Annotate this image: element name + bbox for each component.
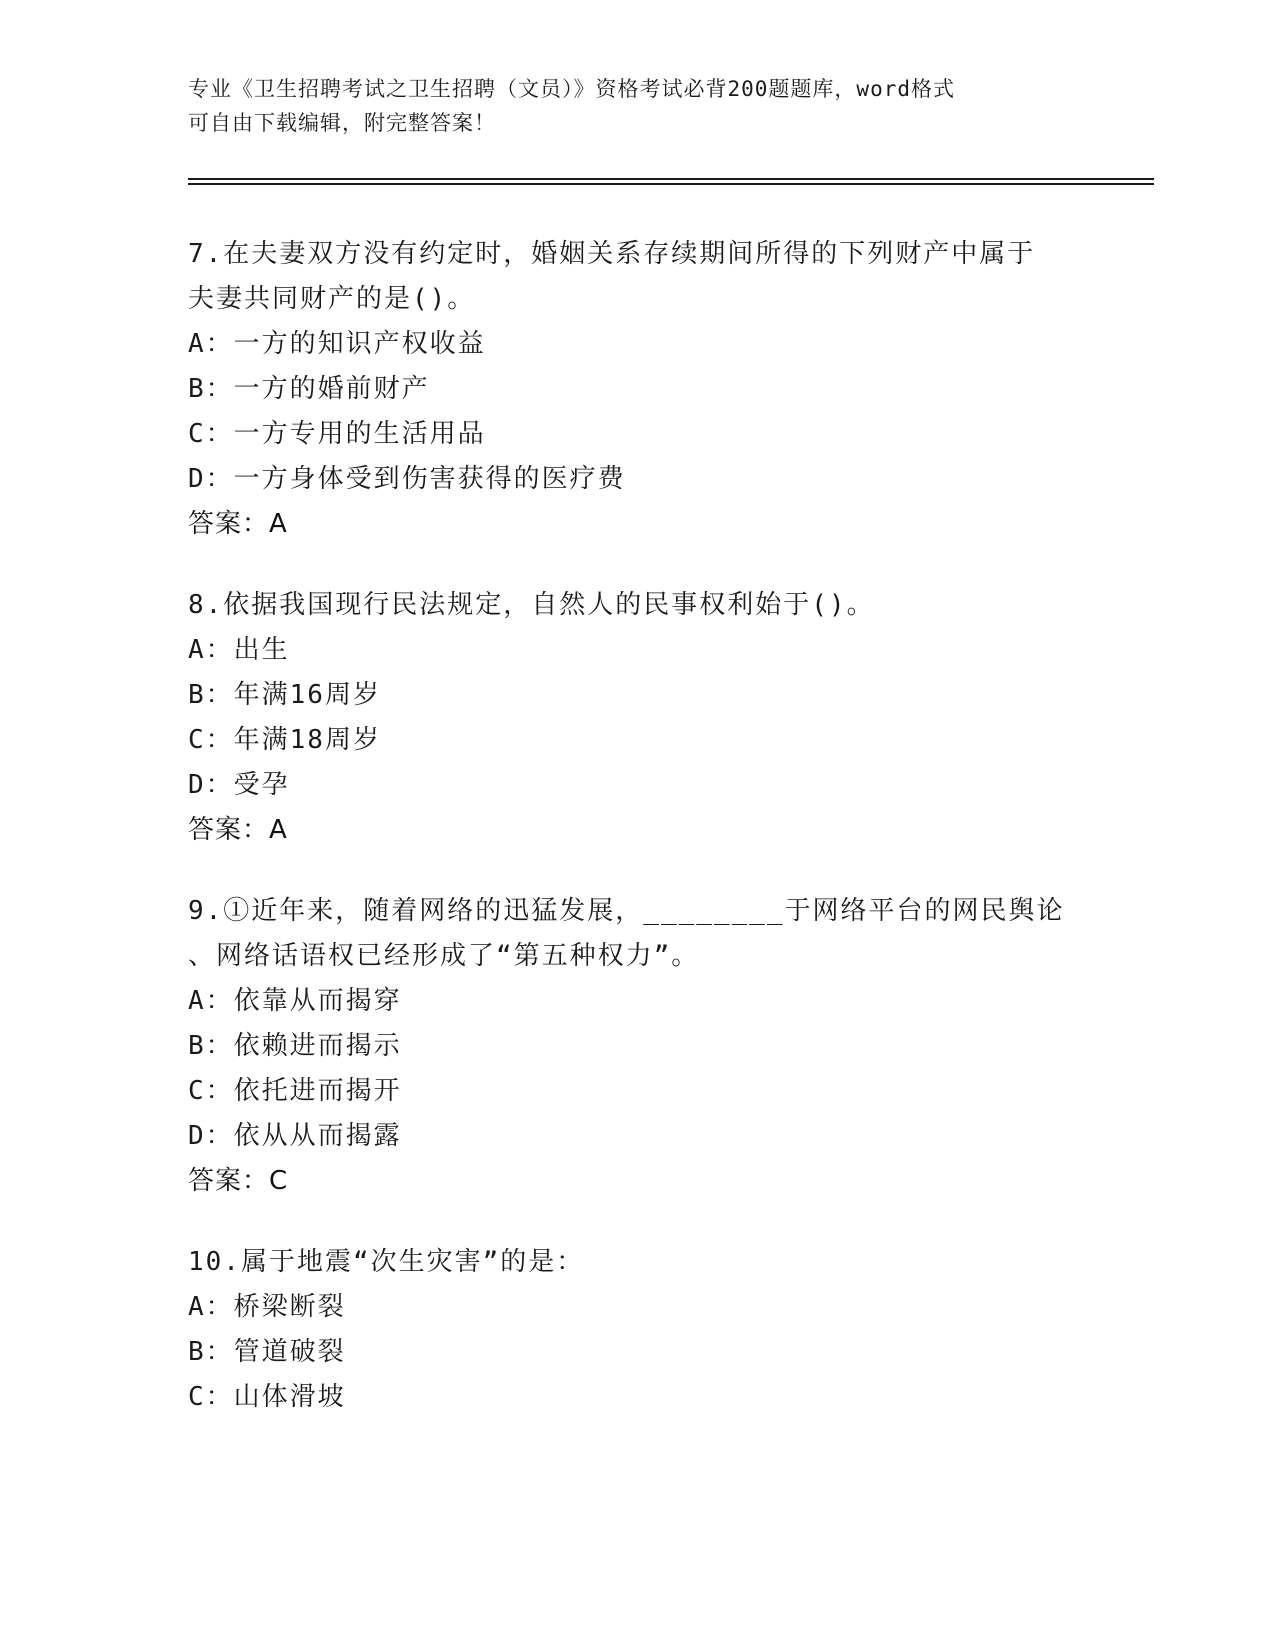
question-stem-continued: 夫妻共同财产的是()。 (188, 284, 476, 314)
option-b: B：管道破裂 (188, 1337, 346, 1367)
question-stem: 8.依据我国现行民法规定，自然人的民事权利始于()。 (188, 590, 875, 620)
option-a: A：依靠从而揭穿 (188, 986, 402, 1016)
option-b: B：依赖进而揭示 (188, 1031, 402, 1061)
option-b: B：年满16周岁 (188, 680, 381, 710)
question-stem: 10.属于地震“次生灾害”的是： (188, 1247, 585, 1277)
question-7 (188, 232, 1088, 547)
header-line-1: 专业《卫生招聘考试之卫生招聘（文员）》资格考试必背200题题库，word格式 (188, 77, 955, 101)
question-9 (188, 889, 1088, 1204)
option-d: D：受孕 (188, 770, 290, 800)
header-divider-top (188, 178, 1154, 180)
option-c: C：依托进而揭开 (188, 1076, 402, 1106)
option-b: B：一方的婚前财产 (188, 374, 430, 404)
question-10 (188, 1240, 1088, 1420)
option-d: D：一方身体受到伤害获得的医疗费 (188, 464, 626, 494)
option-a: A：出生 (188, 635, 290, 665)
answer: 答案：C (188, 1166, 289, 1196)
question-8 (188, 583, 1088, 853)
answer: 答案：A (188, 815, 288, 845)
question-list (188, 232, 1088, 1456)
option-c: C：年满18周岁 (188, 725, 381, 755)
option-c: C：一方专用的生活用品 (188, 419, 486, 449)
option-a: A：桥梁断裂 (188, 1292, 346, 1322)
option-a: A：一方的知识产权收益 (188, 329, 486, 359)
answer: 答案：A (188, 509, 288, 539)
document-header (188, 72, 1088, 140)
question-stem: 7.在夫妻双方没有约定时，婚姻关系存续期间所得的下列财产中属于 (188, 239, 1036, 269)
header-divider-bottom (188, 183, 1154, 185)
question-stem: 9.①近年来，随着网络的迅猛发展，________于网络平台的网民舆论 (188, 896, 1065, 926)
header-line-2: 可自由下载编辑，附完整答案！ (188, 111, 496, 135)
option-d: D：依从从而揭露 (188, 1121, 402, 1151)
question-stem-continued: 、网络话语权已经形成了“第五种权力”。 (188, 941, 700, 971)
option-c: C：山体滑坡 (188, 1382, 346, 1412)
